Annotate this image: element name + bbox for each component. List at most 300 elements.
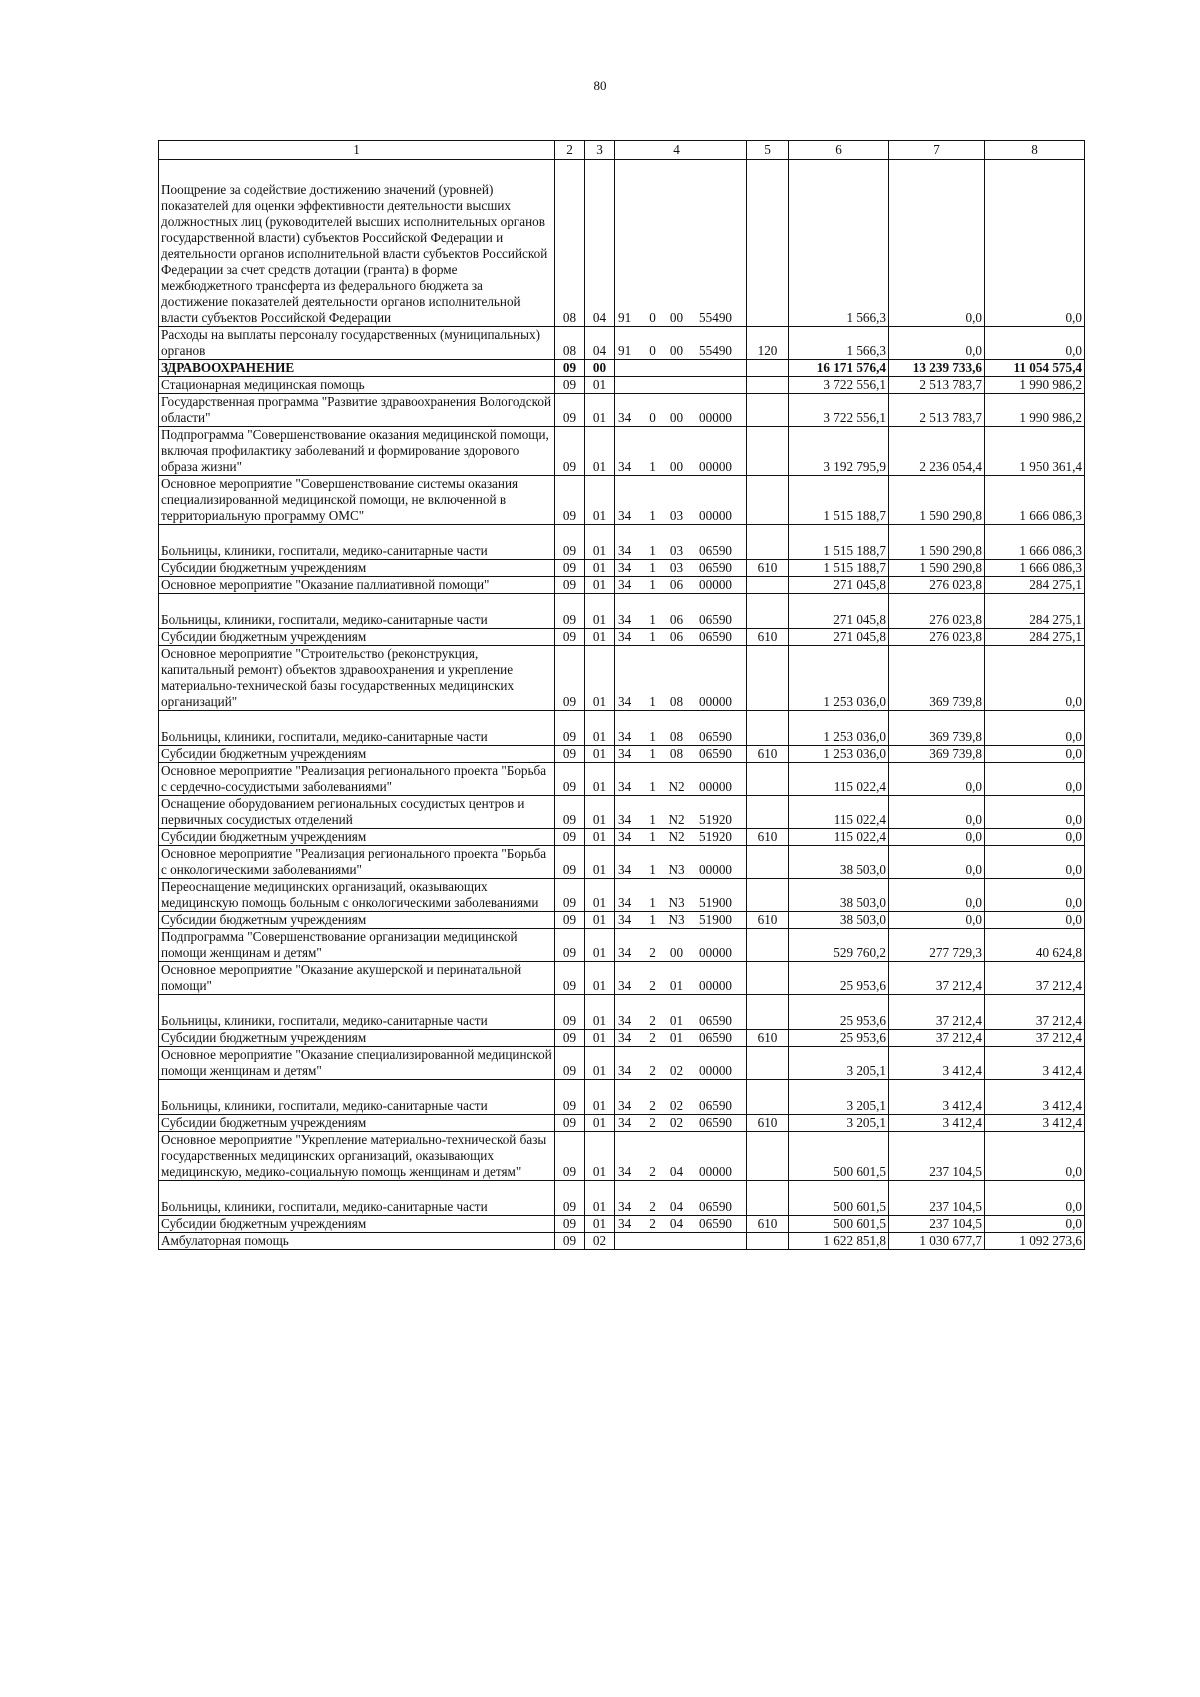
- row-subprogram-code: 1: [643, 796, 663, 829]
- row-activity-code: [663, 1233, 691, 1250]
- row-section: 09: [555, 1132, 585, 1181]
- row-description: Основное мероприятие "Строительство (реконструкция, капитальный ремонт) объектов здравоохранения и укрепление материально-технической базы государственных медицинских организаций": [159, 646, 555, 711]
- table-row: [159, 1181, 1085, 1216]
- row-program-code: 34: [615, 1132, 643, 1181]
- table-row: [159, 629, 1085, 646]
- row-value-col6: 115 022,4: [789, 829, 889, 846]
- row-subsection: 04: [585, 327, 615, 360]
- row-value-col8: 0,0: [985, 1181, 1085, 1216]
- row-description: Больницы, клиники, госпитали, медико-санитарные части: [159, 594, 555, 629]
- row-value-col6: 115 022,4: [789, 763, 889, 796]
- row-expense-type: [747, 995, 789, 1030]
- row-program-code: 34: [615, 1115, 643, 1132]
- row-section: 09: [555, 1216, 585, 1233]
- row-subprogram-code: 2: [643, 962, 663, 995]
- row-subprogram-code: 1: [643, 763, 663, 796]
- row-value-col7: 3 412,4: [889, 1080, 985, 1115]
- row-value-col7: 1 030 677,7: [889, 1233, 985, 1250]
- header-cell: 7: [889, 141, 985, 160]
- row-value-col6: 3 205,1: [789, 1080, 889, 1115]
- row-subprogram-code: 1: [643, 746, 663, 763]
- row-activity-code: 04: [663, 1216, 691, 1233]
- row-expense-type: [747, 1181, 789, 1216]
- row-subprogram-code: 2: [643, 929, 663, 962]
- row-value-col8: 0,0: [985, 746, 1085, 763]
- row-value-col7: 13 239 733,6: [889, 360, 985, 377]
- row-expense-type: 610: [747, 1216, 789, 1233]
- row-subprogram-code: 1: [643, 912, 663, 929]
- row-subsection: 01: [585, 594, 615, 629]
- row-activity-code: 08: [663, 746, 691, 763]
- row-subsection: 01: [585, 394, 615, 427]
- row-value-col6: 1 566,3: [789, 160, 889, 327]
- row-subprogram-code: 2: [643, 1132, 663, 1181]
- row-activity-code: [663, 377, 691, 394]
- table-row: [159, 577, 1085, 594]
- row-value-col6: 38 503,0: [789, 912, 889, 929]
- row-activity-code: 02: [663, 1080, 691, 1115]
- row-expense-type: [747, 711, 789, 746]
- row-value-col6: 1 253 036,0: [789, 646, 889, 711]
- row-section: 09: [555, 1115, 585, 1132]
- row-section: 09: [555, 763, 585, 796]
- row-section: 09: [555, 1233, 585, 1250]
- row-value-col6: 3 722 556,1: [789, 377, 889, 394]
- row-description: Оснащение оборудованием региональных сосудистых центров и первичных сосудистых отделений: [159, 796, 555, 829]
- row-subprogram-code: [643, 377, 663, 394]
- row-expense-type: 610: [747, 1030, 789, 1047]
- row-description: Государственная программа "Развитие здравоохранения Вологодской области": [159, 394, 555, 427]
- row-program-code: 34: [615, 711, 643, 746]
- row-section: 09: [555, 629, 585, 646]
- row-description: Субсидии бюджетным учреждениям: [159, 560, 555, 577]
- header-cell: 1: [159, 141, 555, 160]
- row-subsection: 02: [585, 1233, 615, 1250]
- row-value-col6: 1 566,3: [789, 327, 889, 360]
- row-expense-type: [747, 394, 789, 427]
- row-section: 09: [555, 360, 585, 377]
- row-program-code: 34: [615, 929, 643, 962]
- row-value-col7: 0,0: [889, 912, 985, 929]
- row-section: 09: [555, 560, 585, 577]
- table-row: [159, 763, 1085, 796]
- row-value-col8: 0,0: [985, 829, 1085, 846]
- table-row: [159, 962, 1085, 995]
- row-direction-code: 06590: [691, 711, 747, 746]
- row-direction-code: 00000: [691, 646, 747, 711]
- row-value-col7: 237 104,5: [889, 1132, 985, 1181]
- table-row: [159, 1030, 1085, 1047]
- row-program-code: 34: [615, 577, 643, 594]
- row-expense-type: [747, 929, 789, 962]
- row-activity-code: 02: [663, 1047, 691, 1080]
- row-subsection: 01: [585, 1181, 615, 1216]
- row-subprogram-code: 2: [643, 1080, 663, 1115]
- row-description: Субсидии бюджетным учреждениям: [159, 1216, 555, 1233]
- row-section: 09: [555, 879, 585, 912]
- budget-table: [158, 140, 1085, 1250]
- row-value-col7: 277 729,3: [889, 929, 985, 962]
- row-value-col8: 0,0: [985, 646, 1085, 711]
- row-subsection: 01: [585, 796, 615, 829]
- row-direction-code: 06590: [691, 525, 747, 560]
- row-expense-type: [747, 377, 789, 394]
- row-value-col7: 276 023,8: [889, 577, 985, 594]
- row-activity-code: 03: [663, 525, 691, 560]
- row-value-col7: 37 212,4: [889, 995, 985, 1030]
- row-expense-type: 610: [747, 1115, 789, 1132]
- row-description: Субсидии бюджетным учреждениям: [159, 1030, 555, 1047]
- header-cell: 6: [789, 141, 889, 160]
- row-subsection: 01: [585, 629, 615, 646]
- row-subsection: 01: [585, 427, 615, 476]
- row-subsection: 01: [585, 995, 615, 1030]
- row-subsection: 01: [585, 525, 615, 560]
- row-value-col6: 115 022,4: [789, 796, 889, 829]
- row-direction-code: 06590: [691, 1080, 747, 1115]
- row-description: Расходы на выплаты персоналу государственных (муниципальных) органов: [159, 327, 555, 360]
- row-value-col7: 37 212,4: [889, 962, 985, 995]
- table-row: [159, 427, 1085, 476]
- row-value-col8: 1 990 986,2: [985, 394, 1085, 427]
- row-value-col8: 284 275,1: [985, 629, 1085, 646]
- row-subsection: 01: [585, 711, 615, 746]
- row-value-col8: 0,0: [985, 763, 1085, 796]
- row-value-col8: 284 275,1: [985, 594, 1085, 629]
- header-cell: 4: [663, 141, 691, 160]
- row-section: 09: [555, 1080, 585, 1115]
- row-activity-code: 00: [663, 929, 691, 962]
- row-description: Основное мероприятие "Оказание специализированной медицинской помощи женщинам и детям": [159, 1047, 555, 1080]
- row-direction-code: 06590: [691, 995, 747, 1030]
- header-cell: 2: [555, 141, 585, 160]
- row-direction-code: 00000: [691, 577, 747, 594]
- row-direction-code: [691, 377, 747, 394]
- table-row: [159, 360, 1085, 377]
- row-section: 09: [555, 476, 585, 525]
- row-subprogram-code: 1: [643, 525, 663, 560]
- row-value-col6: 25 953,6: [789, 995, 889, 1030]
- row-activity-code: 00: [663, 160, 691, 327]
- table-row: [159, 929, 1085, 962]
- row-section: 09: [555, 594, 585, 629]
- row-program-code: 34: [615, 962, 643, 995]
- row-subprogram-code: 2: [643, 995, 663, 1030]
- row-direction-code: 00000: [691, 476, 747, 525]
- row-value-col8: 3 412,4: [985, 1047, 1085, 1080]
- row-program-code: 91: [615, 160, 643, 327]
- row-description: Больницы, клиники, госпитали, медико-санитарные части: [159, 525, 555, 560]
- row-program-code: 34: [615, 646, 643, 711]
- row-description: Основное мероприятие "Оказание акушерской и перинатальной помощи": [159, 962, 555, 995]
- row-program-code: 34: [615, 912, 643, 929]
- header-cell: 3: [585, 141, 615, 160]
- row-value-col7: 0,0: [889, 327, 985, 360]
- row-direction-code: 55490: [691, 327, 747, 360]
- row-value-col8: 40 624,8: [985, 929, 1085, 962]
- row-value-col7: 0,0: [889, 879, 985, 912]
- table-row: [159, 377, 1085, 394]
- row-activity-code: 06: [663, 594, 691, 629]
- row-description: Больницы, клиники, госпитали, медико-санитарные части: [159, 1181, 555, 1216]
- row-value-col6: 500 601,5: [789, 1216, 889, 1233]
- row-value-col8: 1 666 086,3: [985, 525, 1085, 560]
- row-subsection: 01: [585, 560, 615, 577]
- row-expense-type: [747, 1047, 789, 1080]
- table-row: [159, 879, 1085, 912]
- table-row: [159, 560, 1085, 577]
- row-program-code: 34: [615, 560, 643, 577]
- table-row: [159, 476, 1085, 525]
- row-description: Основное мероприятие "Реализация регионального проекта "Борьба с сердечно-сосудистыми заболеваниями": [159, 763, 555, 796]
- row-subsection: 01: [585, 1216, 615, 1233]
- row-activity-code: 08: [663, 646, 691, 711]
- row-subsection: 01: [585, 646, 615, 711]
- row-subprogram-code: 1: [643, 427, 663, 476]
- row-value-col8: 37 212,4: [985, 1030, 1085, 1047]
- row-subsection: 01: [585, 879, 615, 912]
- row-activity-code: 06: [663, 577, 691, 594]
- row-section: 09: [555, 829, 585, 846]
- row-direction-code: 06590: [691, 1030, 747, 1047]
- row-section: 09: [555, 427, 585, 476]
- row-subsection: 01: [585, 929, 615, 962]
- row-program-code: 91: [615, 327, 643, 360]
- row-subsection: 01: [585, 962, 615, 995]
- row-value-col8: 3 412,4: [985, 1080, 1085, 1115]
- row-direction-code: [691, 360, 747, 377]
- row-section: 09: [555, 646, 585, 711]
- row-expense-type: [747, 796, 789, 829]
- table-row: [159, 796, 1085, 829]
- row-value-col6: 1 253 036,0: [789, 746, 889, 763]
- row-expense-type: [747, 962, 789, 995]
- row-activity-code: 01: [663, 1030, 691, 1047]
- row-expense-type: [747, 476, 789, 525]
- row-subsection: 01: [585, 1132, 615, 1181]
- row-value-col6: 3 205,1: [789, 1115, 889, 1132]
- row-section: 09: [555, 525, 585, 560]
- row-subprogram-code: 1: [643, 594, 663, 629]
- row-direction-code: 06590: [691, 629, 747, 646]
- table-row: [159, 846, 1085, 879]
- row-subprogram-code: 2: [643, 1047, 663, 1080]
- row-activity-code: 02: [663, 1115, 691, 1132]
- row-direction-code: 51900: [691, 912, 747, 929]
- row-activity-code: N3: [663, 846, 691, 879]
- row-subsection: 01: [585, 846, 615, 879]
- row-program-code: 34: [615, 995, 643, 1030]
- row-value-col8: 3 412,4: [985, 1115, 1085, 1132]
- row-program-code: 34: [615, 763, 643, 796]
- row-description: Основное мероприятие "Совершенствование системы оказания специализированной медицинской помощи, не включенной в территориальную программу ОМС": [159, 476, 555, 525]
- header-cell-spacer: [691, 141, 747, 160]
- row-subsection: 01: [585, 829, 615, 846]
- row-activity-code: N2: [663, 796, 691, 829]
- row-program-code: 34: [615, 879, 643, 912]
- row-value-col7: 2 513 783,7: [889, 394, 985, 427]
- row-section: 09: [555, 1030, 585, 1047]
- row-program-code: 34: [615, 594, 643, 629]
- row-value-col8: 1 666 086,3: [985, 560, 1085, 577]
- row-direction-code: 00000: [691, 394, 747, 427]
- row-program-code: 34: [615, 746, 643, 763]
- row-subsection: 04: [585, 160, 615, 327]
- row-expense-type: 610: [747, 746, 789, 763]
- row-value-col7: 2 513 783,7: [889, 377, 985, 394]
- table-row: [159, 525, 1085, 560]
- row-direction-code: 00000: [691, 962, 747, 995]
- row-value-col7: 237 104,5: [889, 1216, 985, 1233]
- row-activity-code: 04: [663, 1132, 691, 1181]
- row-value-col6: 38 503,0: [789, 846, 889, 879]
- row-subprogram-code: 0: [643, 394, 663, 427]
- row-value-col8: 1 990 986,2: [985, 377, 1085, 394]
- row-expense-type: 120: [747, 327, 789, 360]
- row-activity-code: 01: [663, 962, 691, 995]
- row-activity-code: N3: [663, 879, 691, 912]
- row-subprogram-code: [643, 1233, 663, 1250]
- row-description: Подпрограмма "Совершенствование организации медицинской помощи женщинам и детям": [159, 929, 555, 962]
- row-section: 09: [555, 711, 585, 746]
- row-description: Поощрение за содействие достижению значений (уровней) показателей для оценки эффективности деятельности высших должностных лиц (руководителей высших исполнительных органов государственной власти) субъектов Российской Федерации и деятельности органов исполнительной власти субъектов Российской Федерации за счет средств дотации (гранта) в форме межбюджетного трансферта из федерального бюджета за достижение показателей деятельности органов исполнительной власти субъектов Российской Федерации: [159, 160, 555, 327]
- table-row: [159, 1233, 1085, 1250]
- table-row: [159, 394, 1085, 427]
- row-value-col7: 1 590 290,8: [889, 560, 985, 577]
- row-subsection: 01: [585, 1115, 615, 1132]
- row-value-col8: 0,0: [985, 846, 1085, 879]
- table-row: [159, 646, 1085, 711]
- row-description: Субсидии бюджетным учреждениям: [159, 912, 555, 929]
- row-direction-code: 06590: [691, 746, 747, 763]
- row-expense-type: [747, 763, 789, 796]
- row-activity-code: 06: [663, 629, 691, 646]
- row-value-col6: 1 622 851,8: [789, 1233, 889, 1250]
- row-direction-code: 00000: [691, 1047, 747, 1080]
- row-program-code: 34: [615, 1030, 643, 1047]
- row-direction-code: 00000: [691, 929, 747, 962]
- row-section: 09: [555, 394, 585, 427]
- row-subprogram-code: 1: [643, 879, 663, 912]
- row-section: 09: [555, 746, 585, 763]
- row-program-code: 34: [615, 629, 643, 646]
- row-subprogram-code: 2: [643, 1030, 663, 1047]
- row-activity-code: 00: [663, 327, 691, 360]
- row-section: 09: [555, 577, 585, 594]
- header-cell-spacer: [615, 141, 643, 160]
- row-value-col6: 25 953,6: [789, 1030, 889, 1047]
- row-description: Субсидии бюджетным учреждениям: [159, 1115, 555, 1132]
- row-section: 09: [555, 912, 585, 929]
- row-value-col6: 25 953,6: [789, 962, 889, 995]
- page-number: 80: [593, 78, 607, 93]
- table-row: [159, 594, 1085, 629]
- row-value-col7: 369 739,8: [889, 746, 985, 763]
- row-expense-type: [747, 879, 789, 912]
- row-description: Основное мероприятие "Оказание паллиативной помощи": [159, 577, 555, 594]
- row-value-col7: 369 739,8: [889, 711, 985, 746]
- row-program-code: [615, 1233, 643, 1250]
- row-program-code: 34: [615, 525, 643, 560]
- row-description: Подпрограмма "Совершенствование оказания медицинской помощи, включая профилактику заболеваний и формирование здорового образа жизни": [159, 427, 555, 476]
- row-subprogram-code: 2: [643, 1216, 663, 1233]
- row-activity-code: 00: [663, 427, 691, 476]
- row-value-col6: 271 045,8: [789, 629, 889, 646]
- row-activity-code: 04: [663, 1181, 691, 1216]
- row-value-col6: 16 171 576,4: [789, 360, 889, 377]
- row-value-col6: 500 601,5: [789, 1181, 889, 1216]
- row-program-code: 34: [615, 1080, 643, 1115]
- row-section: 09: [555, 962, 585, 995]
- row-activity-code: [663, 360, 691, 377]
- row-value-col8: 37 212,4: [985, 962, 1085, 995]
- row-subprogram-code: 2: [643, 1181, 663, 1216]
- row-section: 09: [555, 1047, 585, 1080]
- row-value-col7: 2 236 054,4: [889, 427, 985, 476]
- row-value-col6: 3 722 556,1: [789, 394, 889, 427]
- row-value-col7: 276 023,8: [889, 594, 985, 629]
- table-row: [159, 711, 1085, 746]
- row-subprogram-code: 1: [643, 829, 663, 846]
- row-subprogram-code: 1: [643, 711, 663, 746]
- row-value-col8: 37 212,4: [985, 995, 1085, 1030]
- row-value-col6: 38 503,0: [789, 879, 889, 912]
- row-subsection: 01: [585, 1080, 615, 1115]
- row-expense-type: [747, 1233, 789, 1250]
- row-description: Переоснащение медицинских организаций, оказывающих медицинскую помощь больным с онкологическими заболеваниями: [159, 879, 555, 912]
- row-value-col6: 271 045,8: [789, 577, 889, 594]
- row-value-col7: 276 023,8: [889, 629, 985, 646]
- row-subsection: 01: [585, 476, 615, 525]
- row-subprogram-code: 1: [643, 476, 663, 525]
- table-row: [159, 327, 1085, 360]
- table-body: [159, 160, 1085, 1250]
- row-value-col6: 1 515 188,7: [789, 476, 889, 525]
- row-value-col7: 237 104,5: [889, 1181, 985, 1216]
- row-subprogram-code: 1: [643, 560, 663, 577]
- row-activity-code: 01: [663, 995, 691, 1030]
- row-subprogram-code: 0: [643, 160, 663, 327]
- row-description: Основное мероприятие "Реализация регионального проекта "Борьба с онкологическими заболеваниями": [159, 846, 555, 879]
- row-subsection: 00: [585, 360, 615, 377]
- row-value-col8: 11 054 575,4: [985, 360, 1085, 377]
- row-value-col7: 0,0: [889, 829, 985, 846]
- row-expense-type: [747, 577, 789, 594]
- row-section: 08: [555, 160, 585, 327]
- row-subsection: 01: [585, 1030, 615, 1047]
- row-value-col6: 529 760,2: [789, 929, 889, 962]
- row-activity-code: N2: [663, 829, 691, 846]
- row-description: Амбулаторная помощь: [159, 1233, 555, 1250]
- row-direction-code: 00000: [691, 427, 747, 476]
- row-value-col6: 500 601,5: [789, 1132, 889, 1181]
- row-direction-code: 51900: [691, 879, 747, 912]
- table-row: [159, 829, 1085, 846]
- row-section: 09: [555, 796, 585, 829]
- row-value-col7: 37 212,4: [889, 1030, 985, 1047]
- header-cell: 8: [985, 141, 1085, 160]
- row-value-col8: 1 666 086,3: [985, 476, 1085, 525]
- row-description: Стационарная медицинская помощь: [159, 377, 555, 394]
- row-value-col8: 1 950 361,4: [985, 427, 1085, 476]
- row-value-col8: 1 092 273,6: [985, 1233, 1085, 1250]
- row-direction-code: 00000: [691, 763, 747, 796]
- row-description: Субсидии бюджетным учреждениям: [159, 746, 555, 763]
- row-value-col6: 3 192 795,9: [789, 427, 889, 476]
- row-description: ЗДРАВООХРАНЕНИЕ: [159, 360, 555, 377]
- row-value-col6: 1 515 188,7: [789, 560, 889, 577]
- row-program-code: 34: [615, 1047, 643, 1080]
